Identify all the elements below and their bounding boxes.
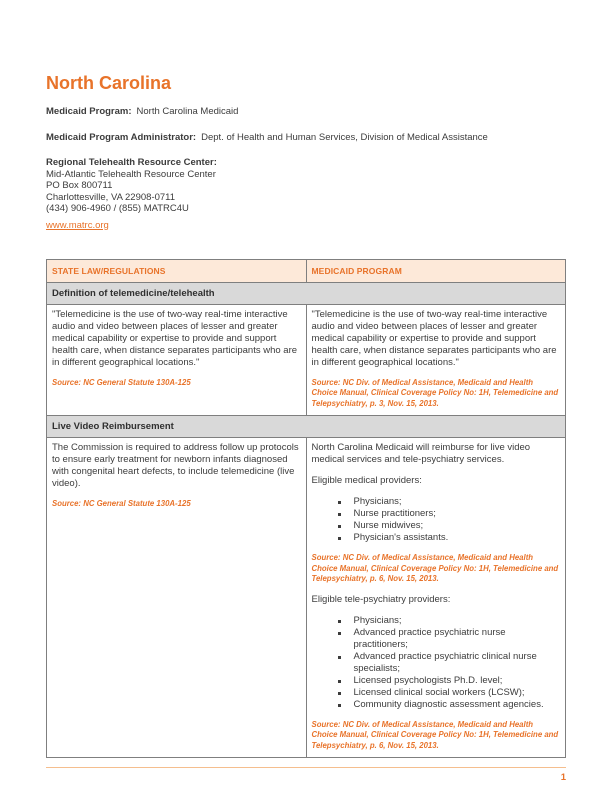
administrator-line [46, 132, 566, 144]
administrator-value: Dept. of Health and Human Services, Division of Medical Assistance [201, 131, 488, 143]
bullet-item: Licensed clinical social workers (LCSW); [337, 687, 561, 699]
section-row-definition [47, 282, 566, 304]
medicaid-program-label: Medicaid Program: [46, 106, 132, 117]
table-row [47, 304, 566, 416]
source-citation: Source: NC General Statute 130A-125 [52, 499, 191, 508]
live-video-medicaid-cell [306, 438, 566, 758]
cell-paragraph: "Telemedicine is the use of two-way real-time interactive audio and video between places of lesser and greater medical capability or expertise to provide and support health care, when distance separates participants who are in different geographical locations." [52, 308, 298, 368]
column-header-state-law: STATE LAW/REGULATIONS [47, 259, 307, 282]
bullet-item: Advanced practice psychiatric nurse practitioners; [337, 627, 561, 651]
definition-state-law-cell [47, 304, 307, 416]
resource-center-label: Regional Telehealth Resource Center: [46, 157, 217, 168]
table-row [47, 438, 566, 758]
bullet-item: Physicians; [337, 615, 561, 627]
page-number: 1 [560, 772, 566, 783]
section-row-live-video [47, 416, 566, 438]
source-citation: Source: NC Div. of Medical Assistance, Medicaid and Health Choice Manual, Clinical Coverage Policy No: 1H, Telemedicine and Telepsychiatry, p. 6, Nov. 15, 2013. [311, 553, 559, 583]
column-header-medicaid-program: MEDICAID PROGRAM [306, 259, 566, 282]
resource-center-name: Mid-Atlantic Telehealth Resource Center [46, 168, 216, 180]
resource-center-phone: (434) 906-4960 / (855) MATRC4U [46, 203, 189, 214]
bullet-item: Community diagnostic assessment agencies. [337, 699, 561, 711]
resource-center-city: Charlottesville, VA 22908-0711 [46, 191, 176, 203]
bullet-item: Licensed psychologists Ph.D. level; [337, 675, 561, 687]
section-title-definition: Definition of telemedicine/telehealth [47, 282, 566, 304]
bullet-item: Physician's assistants. [337, 532, 561, 544]
table-header-row [47, 259, 566, 282]
resource-center-block [46, 157, 566, 233]
source-citation: Source: NC Div. of Medical Assistance, Medicaid and Health Choice Manual, Clinical Coverage Policy No: 1H, Telemedicine and Telepsychiatry, p. 6, Nov. 15, 2013. [311, 719, 559, 750]
source-citation: Source: NC General Statute 130A-125 [52, 377, 191, 387]
cell-paragraph: The Commission is required to address follow up protocols to ensure early treatment for newborn infants diagnosed with congenital heart defects, to include telemedicine (live video). [52, 442, 299, 489]
medicaid-program-line [46, 106, 566, 118]
resource-center-link[interactable]: www.matrc.org [46, 219, 109, 231]
section-title-live-video: Live Video Reimbursement [47, 416, 566, 438]
medicaid-program-value: North Carolina Medicaid [136, 106, 239, 117]
administrator-label: Medicaid Program Administrator: [46, 131, 197, 143]
bullet-list [337, 496, 561, 544]
cell-paragraph: Eligible tele-psychiatry providers: [311, 593, 451, 605]
cell-paragraph: "Telemedicine is the use of two-way real-time interactive audio and video between places of lesser and greater medical capability or expertise to provide and support health care, when distance separates participants who are in different geographical locations." [311, 308, 557, 368]
bullet-list [337, 615, 561, 711]
source-citation: Source: NC Div. of Medical Assistance, Medicaid and Health Choice Manual, Clinical Coverage Policy No: 1H, Telemedicine and Telepsychiatry, p. 3, Nov. 15, 2013. [311, 377, 559, 408]
definition-medicaid-cell [306, 304, 566, 416]
cell-paragraph: North Carolina Medicaid will reimburse for live video medical services and tele-psychiatry services. [311, 442, 531, 465]
telehealth-policy-table [46, 259, 566, 759]
bullet-item: Advanced practice psychiatric clinical nurse specialists; [337, 651, 561, 675]
live-video-state-law-cell [47, 438, 307, 758]
page-title: North Carolina [46, 73, 172, 93]
cell-paragraph: Eligible medical providers: [311, 475, 422, 486]
footer-rule [46, 767, 566, 768]
bullet-item: Physicians; [337, 496, 561, 508]
resource-center-pobox: PO Box 800711 [46, 180, 113, 191]
bullet-item: Nurse midwives; [337, 520, 561, 532]
bullet-item: Nurse practitioners; [337, 508, 561, 520]
